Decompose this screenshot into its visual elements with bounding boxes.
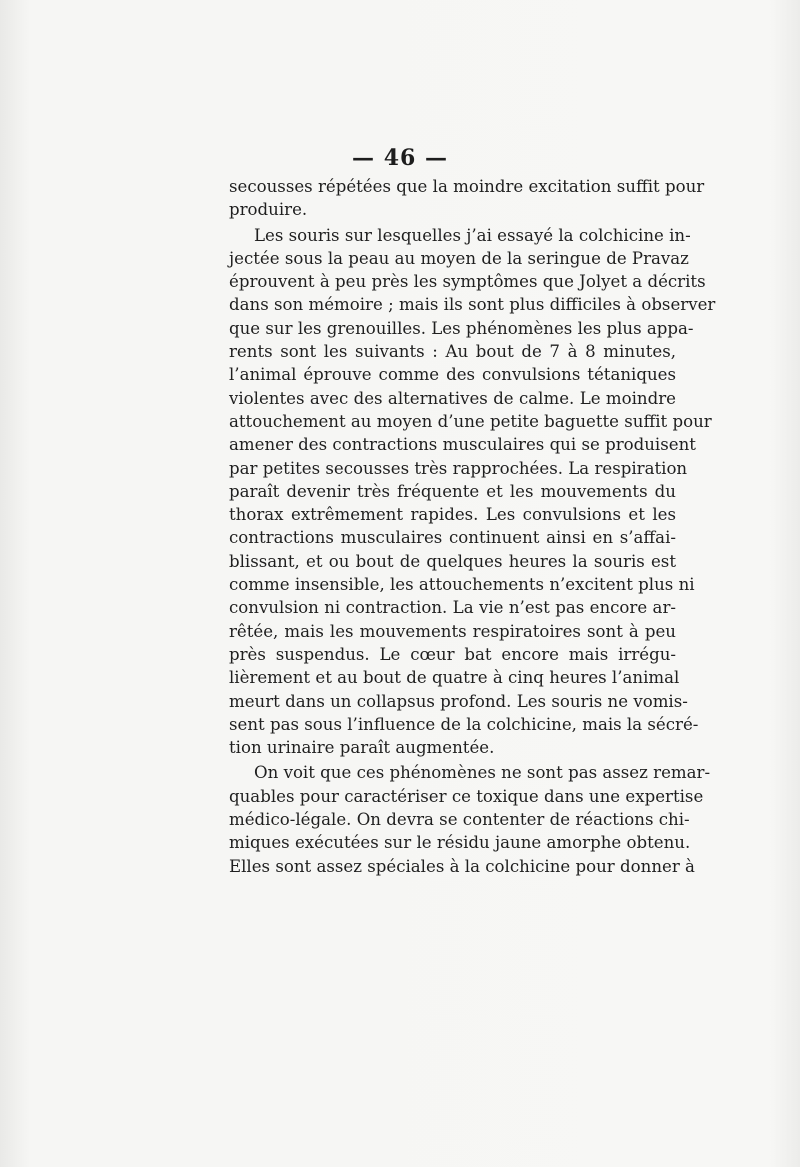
- text-line: que sur les grenouilles. Les phénomènes les plus appa-: [229, 318, 694, 338]
- text-line: éprouvent à peu près les symptômes que Jolyet a décrits: [229, 272, 706, 292]
- text-line: tion urinaire paraît augmentée.: [229, 738, 495, 758]
- paragraph: [229, 224, 716, 760]
- text-line: Elles sont assez spéciales à la colchicine pour donner à: [229, 856, 695, 876]
- text-line: thorax extrêmement rapides. Les convulsions et les: [229, 505, 676, 525]
- text-line: rents sont les suivants : Au bout de 7 à 8 minutes,: [229, 342, 676, 362]
- text-line: secousses répétées que la moindre excitation suffit pour: [229, 177, 705, 196]
- text-line: attouchement au moyen d’une petite baguette suffit pour: [229, 411, 712, 431]
- text-line: paraît devenir très fréquente et les mouvements du: [229, 481, 676, 501]
- text-line: l’animal éprouve comme des convulsions tétaniques: [229, 365, 676, 385]
- text-line: près suspendus. Le cœur bat encore mais irrégu-: [229, 644, 676, 664]
- text-line: sent pas sous l’influence de la colchicine, mais la sécré-: [229, 714, 699, 734]
- text-line: amener des contractions musculaires qui se produisent: [229, 435, 696, 455]
- paragraph: [229, 761, 711, 877]
- text-line: blissant, et ou bout de quelques heures la souris est: [229, 551, 676, 571]
- text-line: lièrement et au bout de quatre à cinq heures l’animal: [229, 668, 680, 688]
- text-line: Les souris sur lesquelles j’ai essayé la colchicine in-: [254, 225, 691, 245]
- page-number: — 46 —: [352, 145, 448, 171]
- paragraph: [229, 175, 705, 222]
- text-line: jectée sous la peau au moyen de la seringue de Pravaz: [229, 248, 689, 268]
- text-line: par petites secousses très rapprochées. La respiration: [229, 458, 688, 478]
- body-text: [229, 175, 716, 878]
- text-line: miques exécutées sur le résidu jaune amorphe obtenu.: [229, 833, 691, 853]
- text-line: violentes avec des alternatives de calme. Le moindre: [229, 388, 676, 408]
- text-line: comme insensible, les attouchements n’excitent plus ni: [229, 575, 695, 595]
- text-line: rêtée, mais les mouvements respiratoires sont à peu: [229, 621, 676, 641]
- text-line: On voit que ces phénomènes ne sont pas assez remar-: [254, 763, 711, 783]
- text-line: meurt dans un collapsus profond. Les souris ne vomis-: [229, 691, 688, 711]
- text-line: convulsion ni contraction. La vie n’est pas encore ar-: [229, 598, 676, 618]
- text-line: quables pour caractériser ce toxique dans une expertise: [229, 786, 704, 806]
- text-line: contractions musculaires continuent ainsi en s’affai-: [229, 528, 676, 548]
- text-line: produire.: [229, 200, 308, 220]
- text-line: médico-légale. On devra se contenter de réactions chi-: [229, 810, 690, 830]
- text-line: dans son mémoire ; mais ils sont plus difficiles à observer: [229, 295, 716, 315]
